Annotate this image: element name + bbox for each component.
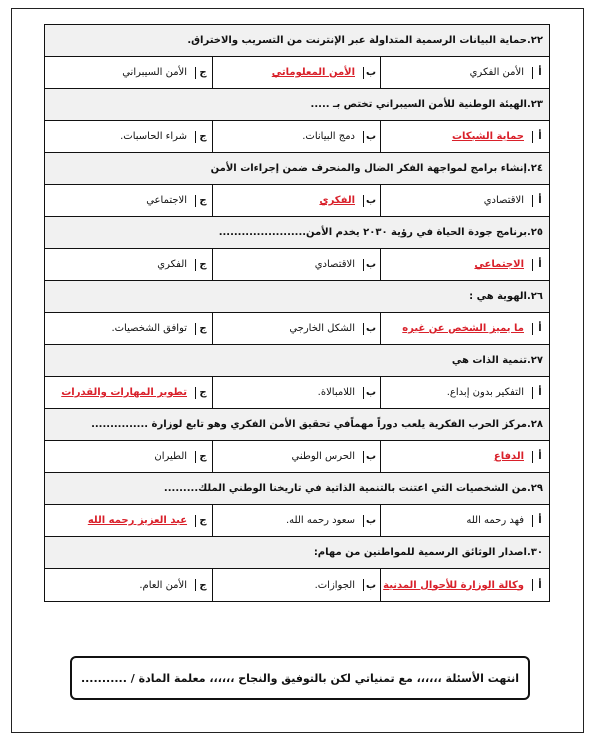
- option-letter: ب: [365, 451, 377, 462]
- answer-option[interactable]: [213, 377, 381, 408]
- option-text: الاجتماعي: [146, 195, 188, 206]
- option-text: التفكير بدون إبداع.: [446, 387, 524, 398]
- answer-option[interactable]: [45, 185, 213, 216]
- option-text: عبد العزيز رحمه الله: [87, 515, 188, 526]
- option-bracket: [195, 515, 198, 527]
- question-text: ٢٧.تنمية الذات هي: [451, 355, 543, 366]
- answer-option[interactable]: [45, 249, 213, 280]
- option-text: الشكل الخارجي: [289, 323, 356, 334]
- option-letter: ج: [199, 579, 207, 591]
- option-bracket: [363, 131, 366, 143]
- option-text: فهد رحمه الله: [466, 515, 524, 526]
- answer-option[interactable]: [381, 57, 549, 88]
- option-letter: أ: [538, 259, 542, 270]
- option-text: الدفاع: [493, 451, 524, 462]
- option-text: دمج البيانات.: [302, 131, 356, 142]
- option-bracket: [532, 195, 535, 207]
- option-bracket: [363, 323, 366, 335]
- question-row: [45, 409, 549, 441]
- option-letter: ب: [365, 195, 377, 206]
- option-text: الاقتصادي: [483, 195, 524, 206]
- option-bracket: [195, 67, 198, 79]
- question-text: ٢٩.من الشخصيات التي اعتنت بالتنمية الذاتية في تاريخنا الوطني الملك.........: [163, 483, 543, 494]
- option-letter: ب: [365, 259, 377, 270]
- answer-option[interactable]: [381, 569, 549, 601]
- option-letter: ج: [199, 451, 207, 462]
- option-bracket: [532, 323, 535, 335]
- question-text: ٣٠.اصدار الوثائق الرسمية للمواطنين من مهام:: [313, 547, 543, 558]
- option-letter: ج: [199, 323, 207, 334]
- answer-option[interactable]: [45, 313, 213, 344]
- option-letter: ج: [199, 131, 207, 142]
- question-text: ٢٥.برنامج جودة الحياة في رؤية ٢٠٣٠ يخدم الأمن.......................: [218, 227, 543, 238]
- option-bracket: [363, 451, 366, 463]
- option-letter: ب: [365, 579, 377, 591]
- option-bracket: [363, 387, 366, 399]
- answer-row: [45, 121, 549, 153]
- option-letter: أ: [538, 515, 542, 526]
- answer-option[interactable]: [381, 185, 549, 216]
- option-letter: ج: [199, 515, 207, 526]
- option-bracket: [532, 387, 535, 399]
- option-letter: ب: [365, 387, 377, 398]
- answer-row: [45, 249, 549, 281]
- option-bracket: [363, 195, 366, 207]
- option-text: ما يميز الشخص عن غيره: [402, 323, 524, 334]
- option-text: حماية الشبكات: [451, 131, 524, 142]
- option-text: الفكري: [157, 259, 188, 270]
- option-letter: ب: [365, 323, 377, 334]
- answer-option[interactable]: [45, 569, 213, 601]
- option-bracket: [532, 451, 535, 463]
- answer-option[interactable]: [381, 313, 549, 344]
- option-text: الحرس الوطني: [291, 451, 356, 462]
- question-text: ٢٢.حماية البيانات الرسمية المتداولة عبر الإنترنت من التسريب والاختراق.: [187, 35, 543, 46]
- question-text: ٢٤.إنشاء برامج لمواجهة الفكر الضال والمنحرف ضمن إجراءات الأمن: [210, 163, 543, 174]
- option-bracket: [195, 387, 198, 399]
- question-text: ٢٣.الهيئة الوطنية للأمن السيبراني تختص بـ .....: [310, 99, 543, 110]
- answer-option[interactable]: [381, 505, 549, 536]
- question-row: [45, 281, 549, 313]
- answer-option[interactable]: [213, 505, 381, 536]
- option-text: الأمن المعلوماتي: [271, 67, 356, 78]
- option-text: تطوير المهارات والقدرات: [61, 387, 188, 398]
- answer-row: [45, 313, 549, 345]
- answer-option[interactable]: [45, 57, 213, 88]
- answer-row: [45, 185, 549, 217]
- option-letter: ب: [365, 515, 377, 526]
- option-text: الاجتماعي: [474, 259, 524, 270]
- question-row: [45, 217, 549, 249]
- answer-row: [45, 569, 549, 601]
- option-text: الأمن السيبراني: [122, 67, 188, 78]
- answer-row: [45, 505, 549, 537]
- option-letter: أ: [538, 195, 542, 206]
- footer-box: [70, 656, 530, 700]
- answer-option[interactable]: [45, 441, 213, 472]
- answer-option[interactable]: [213, 249, 381, 280]
- answer-option[interactable]: [213, 441, 381, 472]
- question-row: [45, 345, 549, 377]
- answer-row: [45, 57, 549, 89]
- answer-option[interactable]: [213, 569, 381, 601]
- option-text: شراء الحاسبات.: [120, 131, 188, 142]
- option-letter: ج: [199, 195, 207, 206]
- option-letter: ب: [365, 131, 377, 142]
- option-bracket: [363, 67, 366, 79]
- answer-option[interactable]: [213, 57, 381, 88]
- option-text: الأمن العام.: [139, 579, 188, 591]
- answer-option[interactable]: [213, 313, 381, 344]
- answer-option[interactable]: [45, 121, 213, 152]
- option-letter: أ: [538, 131, 542, 142]
- option-text: الفكري: [319, 195, 356, 206]
- option-letter: ج: [199, 259, 207, 270]
- option-text: الجوازات.: [314, 579, 356, 591]
- option-letter: ج: [199, 67, 207, 78]
- option-letter: ج: [199, 387, 207, 398]
- footer-text: انتهت الأسئلة ،،،،،، مع تمنياتي لكن بالتوفيق والنجاح ،،،،،، معلمة المادة / ...........: [80, 671, 520, 685]
- question-text: ٢٨.مركز الحرب الفكرية يلعب دوراً مهماًفي تحقيق الأمن الفكري وهو تابع لوزارة ...............: [91, 419, 543, 430]
- option-text: سعود رحمه الله.: [286, 515, 356, 526]
- option-bracket: [532, 131, 535, 143]
- answer-option[interactable]: [381, 121, 549, 152]
- question-row: [45, 537, 549, 569]
- question-row: [45, 25, 549, 57]
- option-text: اللامبالاة.: [317, 387, 356, 398]
- option-bracket: [532, 515, 535, 527]
- answer-option[interactable]: [213, 185, 381, 216]
- answer-row: [45, 377, 549, 409]
- option-bracket: [195, 451, 198, 463]
- option-bracket: [363, 259, 366, 271]
- option-bracket: [195, 195, 198, 207]
- answer-option[interactable]: [45, 377, 213, 408]
- option-letter: أ: [538, 451, 542, 462]
- answer-option[interactable]: [381, 377, 549, 408]
- question-row: [45, 473, 549, 505]
- option-text: الطيران: [154, 451, 188, 462]
- option-bracket: [195, 259, 198, 271]
- option-text: وكالة الوزارة للأحوال المدنية: [383, 579, 524, 591]
- question-text: ٢٦.الهوية هي :: [469, 291, 543, 302]
- option-text: توافق الشخصيات.: [111, 323, 188, 334]
- answer-row: [45, 441, 549, 473]
- option-bracket: [532, 259, 535, 271]
- option-letter: ب: [365, 67, 377, 78]
- option-bracket: [195, 323, 198, 335]
- option-letter: أ: [538, 387, 542, 398]
- option-letter: أ: [538, 67, 542, 78]
- quiz-table: [44, 24, 550, 602]
- option-text: الاقتصادي: [314, 259, 356, 270]
- answer-option[interactable]: [381, 249, 549, 280]
- option-bracket: [363, 579, 366, 591]
- option-text: الأمن الفكري: [469, 67, 524, 78]
- question-row: [45, 89, 549, 121]
- option-bracket: [363, 515, 366, 527]
- option-bracket: [532, 579, 535, 591]
- answer-option[interactable]: [381, 441, 549, 472]
- option-bracket: [195, 131, 198, 143]
- question-row: [45, 153, 549, 185]
- option-bracket: [532, 67, 535, 79]
- answer-option[interactable]: [213, 121, 381, 152]
- option-letter: أ: [538, 579, 542, 591]
- option-bracket: [195, 579, 198, 591]
- answer-option[interactable]: [45, 505, 213, 536]
- option-letter: أ: [538, 323, 542, 334]
